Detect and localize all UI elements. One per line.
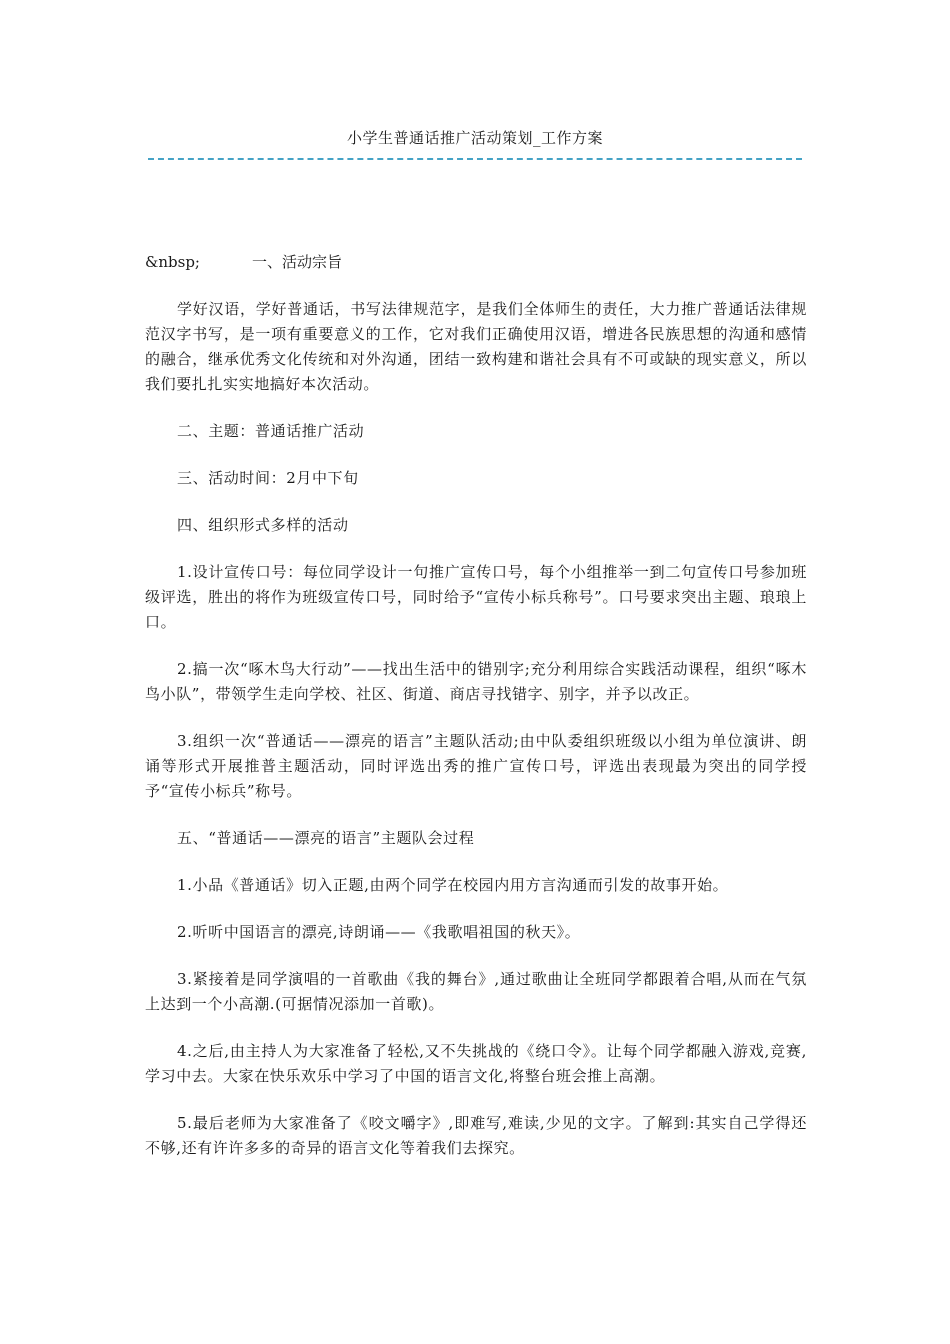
paragraph-meeting-heading: 五、“普通话——漂亮的语言”主题队会过程 xyxy=(177,829,475,847)
paragraph-activity-2: 2.搞一次“啄木鸟大行动”——找出生活中的错别字;充分利用综合实践活动课程，组织“啄木鸟小队”，带领学生走向学校、社区、街道、商店寻找错字、别字，并予以改正。 xyxy=(145,660,807,703)
nbsp-prefix: &nbsp; xyxy=(145,253,200,271)
paragraph-time: 三、活动时间：2月中下旬 xyxy=(177,469,359,487)
paragraph-meeting-1: 1.小品《普通话》切入正题,由两个同学在校园内用方言沟通而引发的故事开始。 xyxy=(177,876,729,894)
document-title: 小学生普通话推广活动策划_工作方案 xyxy=(346,129,603,147)
paragraph-activity-1: 1.设计宣传口号：每位同学设计一句推广宣传口号，每个小组推举一到二句宣传口号参加班级评选，胜出的将作为班级宣传口号，同时给予“宣传小标兵称号”。口号要求突出主题、琅琅上口。 xyxy=(145,563,807,631)
paragraph-theme: 二、主题：普通话推广活动 xyxy=(177,422,365,440)
section1-heading-text: 一、活动宗旨 xyxy=(251,253,342,271)
paragraph-purpose: 学好汉语，学好普通话，书写法律规范字，是我们全体师生的责任，大力推广普通话法律规范汉字书写，是一项有重要意义的工作，它对我们正确使用汉语，增进各民族思想的沟通和感情的融合，继承优秀文化传统和对外沟通，团结一致构建和谐社会具有不可或缺的现实意义，所以我们要扎扎实实地搞好本次活动。 xyxy=(145,300,807,393)
paragraph-meeting-4: 4.之后,由主持人为大家准备了轻松,又不失挑战的《绕口令》。让每个同学都融入游戏,竞赛,学习中去。大家在快乐欢乐中学习了中国的语言文化,将整台班会推上高潮。 xyxy=(145,1042,807,1085)
paragraph-meeting-2: 2.听听中国语言的漂亮,诗朗诵——《我歌唱祖国的秋天》。 xyxy=(177,923,581,941)
document-body xyxy=(145,250,807,1183)
paragraph-activity-3: 3.组织一次“普通话——漂亮的语言”主题队活动;由中队委组织班级以小组为单位演讲、朗诵等形式开展推普主题活动，同时评选出秀的推广宣传口号，评选出表现最为突出的同学授予“宣传小标兵”称号。 xyxy=(145,732,807,800)
section-heading-purpose xyxy=(145,250,807,275)
title-dashed-rule xyxy=(148,158,802,160)
paragraph-meeting-3: 3.紧接着是同学演唱的一首歌曲《我的舞台》,通过歌曲让全班同学都跟着合唱,从而在气氛上达到一个小高潮.(可据情况添加一首歌)。 xyxy=(145,970,807,1013)
paragraph-meeting-5: 5.最后老师为大家准备了《咬文嚼字》,即难写,难读,少见的文字。了解到:其实自己学得还不够,还有许许多多的奇异的语言文化等着我们去探究。 xyxy=(145,1114,807,1157)
paragraph-activities-heading: 四、组织形式多样的活动 xyxy=(177,516,349,534)
